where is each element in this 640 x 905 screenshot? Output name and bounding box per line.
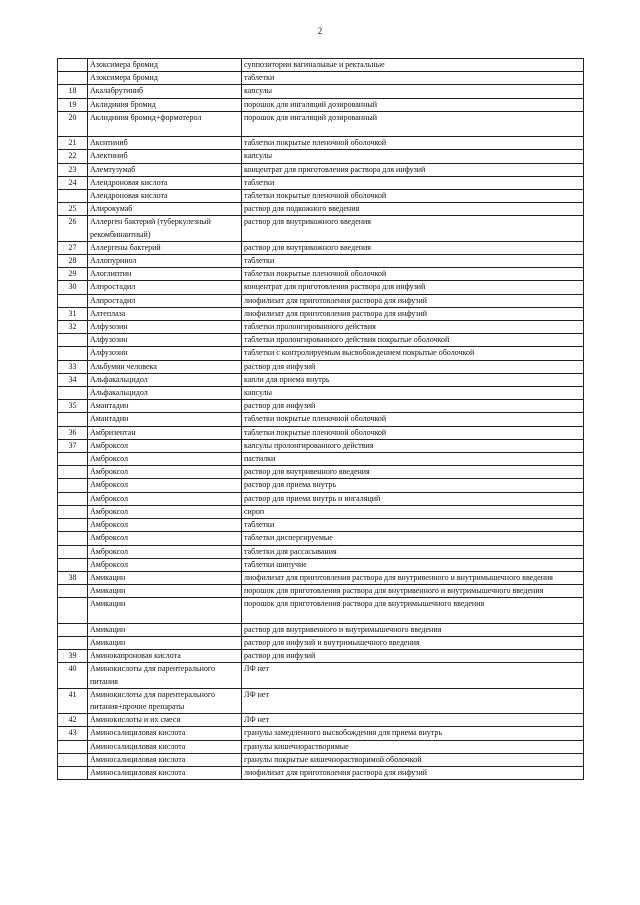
row-number-cell [58, 623, 88, 636]
table-row [58, 255, 584, 268]
dosage-form-cell: таблетки пролонгированного действия покрытые оболочкой [242, 334, 584, 347]
drug-name-cell: Алендроновая кислота [88, 190, 242, 203]
row-number-cell: 30 [58, 281, 88, 294]
table-row [58, 598, 584, 623]
drug-name-cell: Аминосалициловая кислота [88, 740, 242, 753]
table-row [58, 373, 584, 386]
drug-name-cell: Амикацин [88, 623, 242, 636]
table-row [58, 663, 584, 688]
dosage-form-cell: раствор для приема внутрь [242, 479, 584, 492]
dosage-form-cell: таблетки [242, 72, 584, 85]
row-number-cell: 19 [58, 98, 88, 111]
row-number-cell [58, 347, 88, 360]
row-number-cell [58, 387, 88, 400]
drug-name-cell: Амброксол [88, 505, 242, 518]
row-number-cell: 25 [58, 203, 88, 216]
table-row [58, 111, 584, 136]
drug-name-cell: Амантадин [88, 400, 242, 413]
drug-name-cell: Аминосалициловая кислота [88, 727, 242, 740]
row-number-cell: 35 [58, 400, 88, 413]
table-row [58, 453, 584, 466]
drug-name-cell: Алендроновая кислота [88, 176, 242, 189]
row-number-cell: 40 [58, 663, 88, 688]
dosage-form-cell: ЛФ нет [242, 663, 584, 688]
table-row [58, 688, 584, 713]
drug-name-cell: Аминосалициловая кислота [88, 753, 242, 766]
table-row [58, 163, 584, 176]
table-row [58, 426, 584, 439]
table-row [58, 360, 584, 373]
row-number-cell: 31 [58, 307, 88, 320]
table-row [58, 753, 584, 766]
row-number-cell: 42 [58, 714, 88, 727]
row-number-cell: 37 [58, 439, 88, 452]
dosage-form-cell: капсулы [242, 387, 584, 400]
table-row [58, 216, 584, 241]
row-number-cell [58, 740, 88, 753]
row-number-cell [58, 479, 88, 492]
table-row [58, 72, 584, 85]
table-row [58, 307, 584, 320]
table-row [58, 413, 584, 426]
row-number-cell: 41 [58, 688, 88, 713]
drug-name-cell: Алпростадил [88, 294, 242, 307]
row-number-cell: 38 [58, 571, 88, 584]
table-row [58, 558, 584, 571]
drug-name-cell: Азоксимера бромид [88, 59, 242, 72]
row-number-cell [58, 413, 88, 426]
table-row [58, 714, 584, 727]
dosage-form-cell: раствор для инфузий и внутримышечного введения [242, 636, 584, 649]
row-number-cell [58, 598, 88, 623]
dosage-form-cell: раствор для подкожного введения [242, 203, 584, 216]
drug-name-cell: Амброксол [88, 479, 242, 492]
row-number-cell [58, 59, 88, 72]
table-row [58, 740, 584, 753]
table-row [58, 545, 584, 558]
drug-name-cell: Аклидиния бромид [88, 98, 242, 111]
drug-name-cell: Амброксол [88, 532, 242, 545]
row-number-cell: 24 [58, 176, 88, 189]
dosage-form-cell: таблетки [242, 176, 584, 189]
table-body [58, 59, 584, 780]
dosage-form-cell: таблетки покрытые пленочной оболочкой [242, 426, 584, 439]
row-number-cell: 39 [58, 650, 88, 663]
drug-name-cell: Акалабрутиниб [88, 85, 242, 98]
drug-name-cell: Амбризентан [88, 426, 242, 439]
dosage-form-cell: пастилки [242, 453, 584, 466]
dosage-form-cell: раствор для инфузий [242, 650, 584, 663]
table-row [58, 281, 584, 294]
table-row [58, 150, 584, 163]
dosage-form-cell: таблетки покрытые пленочной оболочкой [242, 268, 584, 281]
drug-name-cell: Амброксол [88, 492, 242, 505]
table-row [58, 585, 584, 598]
table-row [58, 623, 584, 636]
dosage-form-cell: таблетки шипучие [242, 558, 584, 571]
drug-name-cell: Амброксол [88, 545, 242, 558]
row-number-cell: 28 [58, 255, 88, 268]
row-number-cell [58, 766, 88, 779]
dosage-form-cell: таблетки пролонгированного действия [242, 321, 584, 334]
drug-name-cell: Амикацин [88, 598, 242, 623]
table-row [58, 505, 584, 518]
row-number-cell: 34 [58, 373, 88, 386]
table-row [58, 59, 584, 72]
dosage-form-cell: таблетки покрытые пленочной оболочкой [242, 413, 584, 426]
table-row [58, 439, 584, 452]
row-number-cell [58, 492, 88, 505]
table-row [58, 532, 584, 545]
dosage-form-cell: раствор для приема внутрь и ингаляций [242, 492, 584, 505]
row-number-cell [58, 636, 88, 649]
table-row [58, 268, 584, 281]
row-number-cell [58, 466, 88, 479]
dosage-form-cell: ЛФ нет [242, 688, 584, 713]
table-row [58, 137, 584, 150]
dosage-form-cell: ЛФ нет [242, 714, 584, 727]
drug-name-cell: Алоглиптин [88, 268, 242, 281]
dosage-form-cell: таблетки покрытые пленочной оболочкой [242, 190, 584, 203]
dosage-form-cell: раствор для инфузий [242, 400, 584, 413]
table-row [58, 190, 584, 203]
dosage-form-cell: раствор для внутрикожного введения [242, 216, 584, 241]
table-row [58, 479, 584, 492]
row-number-cell: 20 [58, 111, 88, 136]
table-row [58, 466, 584, 479]
dosage-form-cell: порошок для приготовления раствора для внутривенного и внутримышечного введения [242, 585, 584, 598]
dosage-form-cell: раствор для внутривенного и внутримышечного введения [242, 623, 584, 636]
drug-name-cell: Амикацин [88, 585, 242, 598]
drug-name-cell: Аллопуринол [88, 255, 242, 268]
dosage-form-cell: гранулы кишечнорастворимые [242, 740, 584, 753]
row-number-cell: 36 [58, 426, 88, 439]
dosage-form-cell: порошок для ингаляций дозированный [242, 111, 584, 136]
dosage-form-cell: раствор для внутрикожного введения [242, 241, 584, 254]
table-row [58, 387, 584, 400]
drug-name-cell: Алфузозин [88, 321, 242, 334]
dosage-form-cell: капсулы пролонгированного действия [242, 439, 584, 452]
drug-name-cell: Аминокислоты для парентерального питания [88, 663, 242, 688]
dosage-form-cell: таблетки [242, 255, 584, 268]
dosage-form-cell: таблетки покрытые пленочной оболочкой [242, 137, 584, 150]
drug-name-cell: Аминосалициловая кислота [88, 766, 242, 779]
drug-name-cell: Аллерген бактерий (туберкулезный рекомбинантный) [88, 216, 242, 241]
dosage-form-cell: капсулы [242, 85, 584, 98]
row-number-cell [58, 519, 88, 532]
row-number-cell: 29 [58, 268, 88, 281]
drug-forms-table [57, 58, 584, 780]
row-number-cell [58, 505, 88, 518]
drug-name-cell: Альфакальцидол [88, 373, 242, 386]
table-row [58, 321, 584, 334]
table-row [58, 519, 584, 532]
drug-name-cell: Алемтузумаб [88, 163, 242, 176]
table-row [58, 727, 584, 740]
row-number-cell [58, 294, 88, 307]
table-row [58, 203, 584, 216]
drug-name-cell: Аминокислоты и их смеси [88, 714, 242, 727]
table-row [58, 347, 584, 360]
table-row [58, 334, 584, 347]
drug-name-cell: Амброксол [88, 558, 242, 571]
row-number-cell [58, 558, 88, 571]
page-number: 2 [317, 26, 323, 36]
row-number-cell: 26 [58, 216, 88, 241]
dosage-form-cell: концентрат для приготовления раствора для инфузий [242, 281, 584, 294]
drug-name-cell: Алпростадил [88, 281, 242, 294]
table-row [58, 400, 584, 413]
dosage-form-cell: лиофилизат для приготовления раствора для инфузий [242, 307, 584, 320]
row-number-cell [58, 72, 88, 85]
drug-name-cell: Аминокислоты для парентерального питания+прочие препараты [88, 688, 242, 713]
dosage-form-cell: таблетки с контролируемым высвобождением покрытые оболочкой [242, 347, 584, 360]
row-number-cell [58, 532, 88, 545]
drug-name-cell: Алфузозин [88, 334, 242, 347]
dosage-form-cell: гранулы замедленного высвобождения для приема внутрь [242, 727, 584, 740]
drug-name-cell: Амантадин [88, 413, 242, 426]
row-number-cell [58, 753, 88, 766]
row-number-cell: 22 [58, 150, 88, 163]
dosage-form-cell: раствор для внутривенного введения [242, 466, 584, 479]
drug-name-cell: Амброксол [88, 519, 242, 532]
row-number-cell [58, 190, 88, 203]
drug-name-cell: Амброксол [88, 466, 242, 479]
drug-name-cell: Аллергены бактерий [88, 241, 242, 254]
dosage-form-cell: порошок для приготовления раствора для внутримышечного введения [242, 598, 584, 623]
row-number-cell [58, 334, 88, 347]
row-number-cell: 27 [58, 241, 88, 254]
dosage-form-cell: таблетки для рассасывания [242, 545, 584, 558]
drug-name-cell: Алфузозин [88, 347, 242, 360]
drug-name-cell: Амброксол [88, 453, 242, 466]
table-row [58, 766, 584, 779]
drug-name-cell: Амброксол [88, 439, 242, 452]
dosage-form-cell: лиофилизат для приготовления раствора для внутривенного и внутримышечного введения [242, 571, 584, 584]
table-row [58, 176, 584, 189]
drug-name-cell: Алирокумаб [88, 203, 242, 216]
table-row [58, 98, 584, 111]
dosage-form-cell: гранулы покрытые кишечнорастворимой оболочкой [242, 753, 584, 766]
dosage-form-cell: капли для приема внутрь [242, 373, 584, 386]
row-number-cell [58, 585, 88, 598]
drug-name-cell: Алтеплаза [88, 307, 242, 320]
drug-name-cell: Акситиниб [88, 137, 242, 150]
row-number-cell: 33 [58, 360, 88, 373]
drug-name-cell: Альбумин человека [88, 360, 242, 373]
dosage-form-cell: раствор для инфузий [242, 360, 584, 373]
row-number-cell [58, 453, 88, 466]
row-number-cell: 21 [58, 137, 88, 150]
dosage-form-cell: таблетки [242, 519, 584, 532]
table-row [58, 636, 584, 649]
table-row [58, 650, 584, 663]
row-number-cell: 18 [58, 85, 88, 98]
table-row [58, 241, 584, 254]
dosage-form-cell: лиофилизат для приготовления раствора для инфузий [242, 766, 584, 779]
drug-name-cell: Алектиниб [88, 150, 242, 163]
row-number-cell: 32 [58, 321, 88, 334]
dosage-form-cell: порошок для ингаляций дозированный [242, 98, 584, 111]
row-number-cell: 23 [58, 163, 88, 176]
dosage-form-cell: сироп [242, 505, 584, 518]
row-number-cell [58, 545, 88, 558]
drug-name-cell: Аклидиния бромид+формотерол [88, 111, 242, 136]
table-row [58, 571, 584, 584]
dosage-form-cell: концентрат для приготовления раствора для инфузий [242, 163, 584, 176]
drug-name-cell: Аминокапроновая кислота [88, 650, 242, 663]
dosage-form-cell: суппозитории вагинальные и ректальные [242, 59, 584, 72]
table-row [58, 294, 584, 307]
dosage-form-cell: лиофилизат для приготовления раствора для инфузий [242, 294, 584, 307]
table-row [58, 492, 584, 505]
drug-name-cell: Амикацин [88, 571, 242, 584]
dosage-form-cell: таблетки диспергируемые [242, 532, 584, 545]
table-row [58, 85, 584, 98]
dosage-form-cell: капсулы [242, 150, 584, 163]
drug-name-cell: Азоксимера бромид [88, 72, 242, 85]
row-number-cell: 43 [58, 727, 88, 740]
drug-name-cell: Амикацин [88, 636, 242, 649]
drug-name-cell: Альфакальцидол [88, 387, 242, 400]
